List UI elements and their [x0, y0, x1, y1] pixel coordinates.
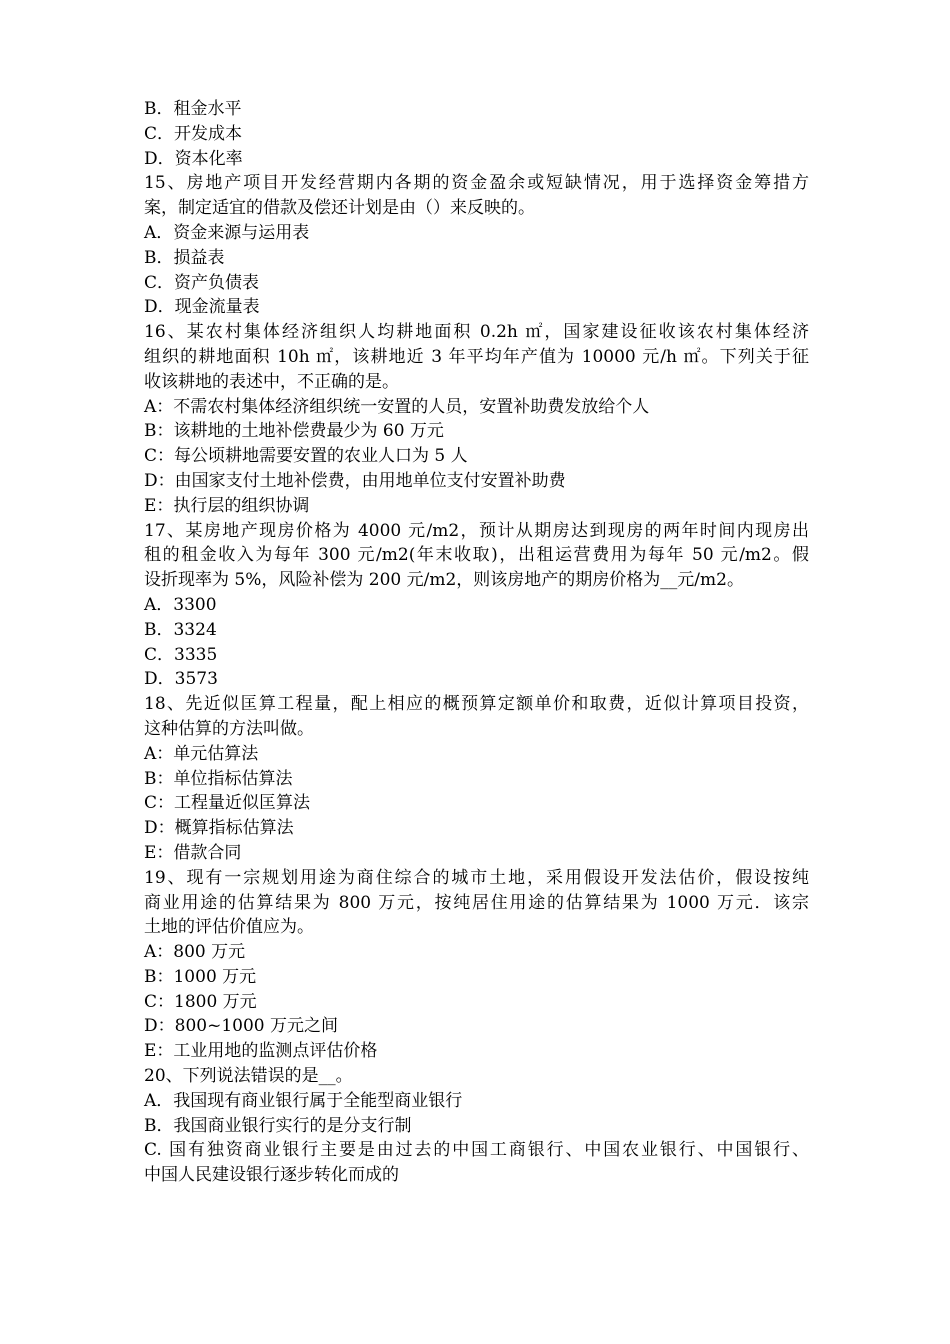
text-line: E：工业用地的监测点评估价格	[144, 1041, 378, 1062]
text-line: C：每公顷耕地需要安置的农业人口为 5 人	[144, 446, 468, 467]
text-line: 商业用途的估算结果为 800 万元，按纯居住用途的估算结果为 1000 万元．该宗	[144, 892, 809, 913]
text-line: E：执行层的组织协调	[144, 495, 310, 516]
text-line: 设折现率为 5%，风险补偿为 200 元/m2，则该房地产的期房价格为__元/m2。	[144, 570, 744, 591]
text-line: B：该耕地的土地补偿费最少为 60 万元	[144, 421, 444, 442]
text-line: C：1800 万元	[144, 991, 257, 1012]
text-line: 18、先近似匡算工程量，配上相应的概预算定额单价和取费，近似计算项目投资，	[144, 694, 809, 715]
text-line: C. 国有独资商业银行主要是由过去的中国工商银行、中国农业银行、中国银行、	[144, 1140, 809, 1161]
text-line: D．3573	[144, 669, 218, 690]
text-line: D：概算指标估算法	[144, 818, 294, 839]
text-line: D：800~1000 万元之间	[144, 1016, 338, 1037]
text-line: B：单位指标估算法	[144, 768, 293, 789]
text-line: B．我国商业银行实行的是分支行制	[144, 1115, 412, 1136]
text-line: C．3335	[144, 644, 218, 665]
text-line: 16、某农村集体经济组织人均耕地面积 0.2h ㎡，国家建设征收该农村集体经济	[144, 322, 809, 343]
text-line: E：借款合同	[144, 842, 242, 863]
text-line: B．3324	[144, 619, 217, 640]
text-line: 这种估算的方法叫做。	[144, 718, 314, 739]
text-line: A：800 万元	[144, 942, 246, 963]
text-line: A．3300	[144, 594, 217, 615]
text-line: D：由国家支付土地补偿费，由用地单位支付安置补助费	[144, 470, 566, 491]
text-line: B．损益表	[144, 247, 225, 268]
text-line: D．现金流量表	[144, 297, 260, 318]
text-line: B．租金水平	[144, 99, 242, 119]
text-line: D．资本化率	[144, 148, 243, 169]
text-line: 土地的评估价值应为。	[144, 917, 314, 938]
text-line: 15、房地产项目开发经营期内各期的资金盈余或短缺情况，用于选择资金筹措方	[144, 173, 809, 194]
text-line: 案，制定适宜的借款及偿还计划是由（）来反映的。	[144, 198, 535, 219]
text-line: 收该耕地的表述中，不正确的是。	[144, 371, 399, 392]
text-line: 中国人民建设银行逐步转化而成的	[144, 1165, 399, 1186]
text-line: A．资金来源与运用表	[144, 222, 310, 243]
text-line: C：工程量近似匡算法	[144, 793, 311, 814]
text-line: 19、现有一宗规划用途为商住综合的城市土地，采用假设开发法估价，假设按纯	[144, 867, 809, 888]
text-line: A：单元估算法	[144, 743, 259, 764]
text-line: 租的租金收入为每年 300 元/m2(年末收取)，出租运营费用为每年 50 元/m2。假	[144, 545, 809, 566]
text-line: C．开发成本	[144, 123, 243, 144]
text-line: 17、某房地产现房价格为 4000 元/m2，预计从期房达到现房的两年时间内现房出	[144, 520, 809, 541]
text-line: B：1000 万元	[144, 966, 257, 987]
text-line: A：不需农村集体经济组织统一安置的人员，安置补助费发放给个人	[144, 396, 650, 417]
text-line: 20、下列说法错误的是__。	[144, 1066, 353, 1087]
text-line: 组织的耕地面积 10h ㎡，该耕地近 3 年平均年产值为 10000 元/h ㎡。下列关于征	[144, 346, 809, 367]
text-line: A．我国现有商业银行属于全能型商业银行	[144, 1090, 463, 1111]
text-line: C．资产负债表	[144, 272, 260, 293]
document-page	[144, 97, 809, 1188]
